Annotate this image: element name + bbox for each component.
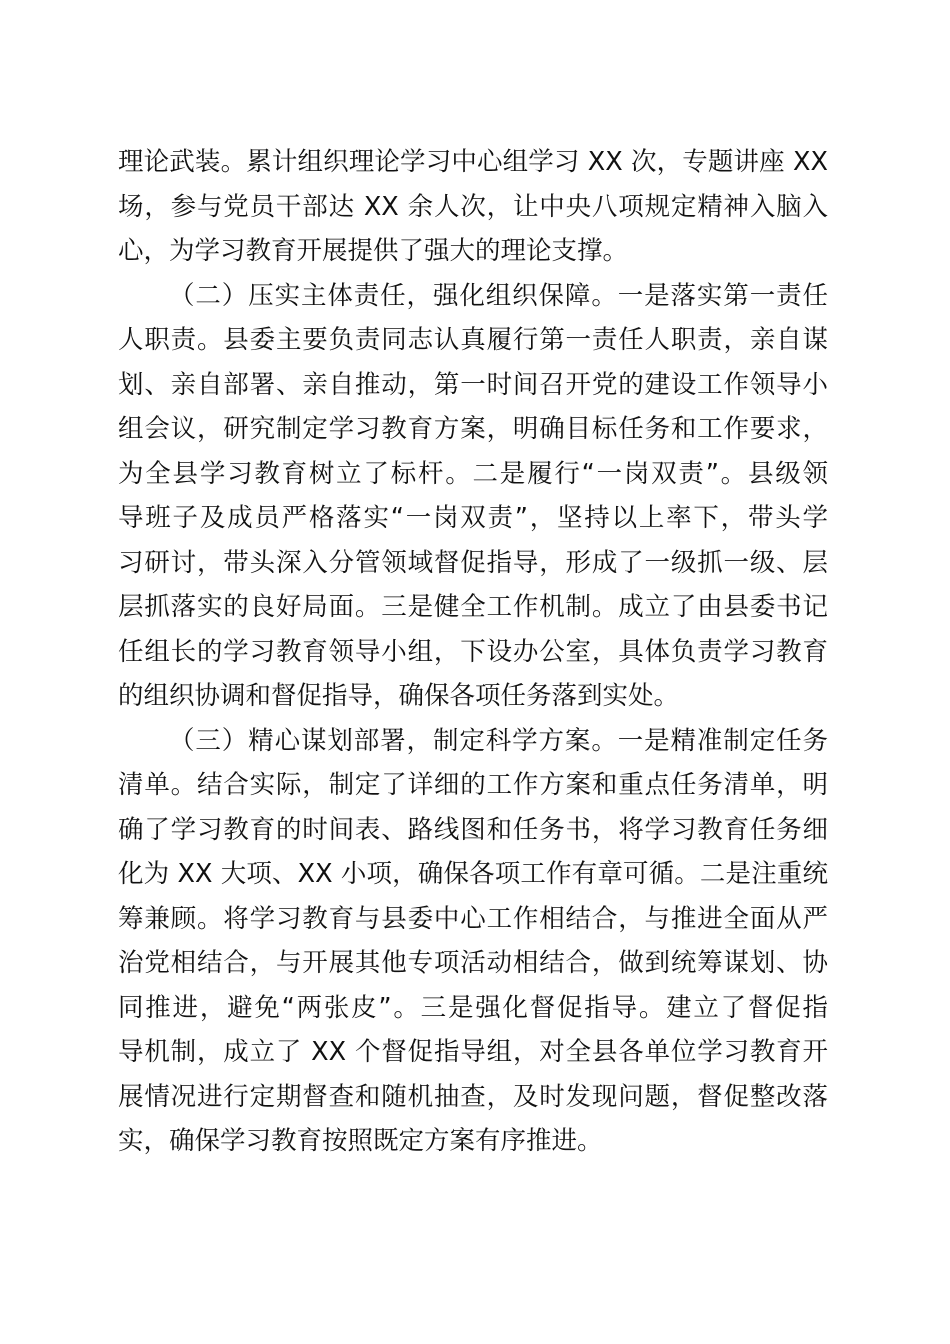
text-line: 人职责。县委主要负责同志认真履行第一责任人职责，亲自谋	[118, 325, 828, 355]
text-line: 任组长的学习教育领导小组，下设办公室，具体负责学习教育	[118, 636, 828, 667]
text-line: 筹兼顾。将学习教育与县委中心工作相结合，与推进全面从严	[118, 903, 828, 934]
text-line: 的组织协调和督促指导，确保各项任务落到实处。	[118, 681, 680, 711]
text-line: 组会议，研究制定学习教育方案，明确目标任务和工作要求，	[118, 414, 828, 444]
text-line: 化为 XX 大项、XX 小项，确保各项工作有章可循。二是注重统	[118, 859, 828, 889]
text-line: 导班子及成员严格落实“一岗双责”，坚持以上率下，带头学	[118, 503, 828, 533]
text-line: 场，参与党员干部达 XX 余人次，让中央八项规定精神入脑入	[118, 191, 828, 222]
text-line: 理论武装。累计组织理论学习中心组学习 XX 次，专题讲座 XX	[118, 147, 828, 177]
text-line: 习研讨，带头深入分管领域督促指导，形成了一级抓一级、层	[118, 547, 828, 578]
text-line: 划、亲自部署、亲自推动，第一时间召开党的建设工作领导小	[118, 369, 828, 400]
text-line: 心，为学习教育开展提供了强大的理论支撑。	[118, 236, 629, 266]
text-line: 清单。结合实际，制定了详细的工作方案和重点任务清单，明	[118, 770, 828, 800]
text-line: 治党相结合，与开展其他专项活动相结合，做到统筹谋划、协	[118, 948, 828, 978]
text-line: 层抓落实的良好局面。三是健全工作机制。成立了由县委书记	[118, 592, 828, 622]
section-heading-line: （二）压实主体责任，强化组织保障。一是落实第一责任	[169, 280, 828, 311]
section-heading-line: （三）精心谋划部署，制定科学方案。一是精准制定任务	[169, 725, 828, 756]
text-line: 展情况进行定期督查和随机抽查，及时发现问题，督促整改落	[118, 1081, 828, 1112]
text-line: 实，确保学习教育按照既定方案有序推进。	[118, 1126, 603, 1156]
text-line: 导机制，成立了 XX 个督促指导组，对全县各单位学习教育开	[118, 1037, 828, 1067]
text-line: 确了学习教育的时间表、路线图和任务书，将学习教育任务细	[118, 814, 828, 845]
document-body	[118, 140, 828, 1164]
text-line: 为全县学习教育树立了标杆。二是履行“一岗双责”。县级领	[118, 458, 828, 489]
text-line: 同推进，避免“两张皮”。三是强化督促指导。建立了督促指	[118, 992, 828, 1023]
